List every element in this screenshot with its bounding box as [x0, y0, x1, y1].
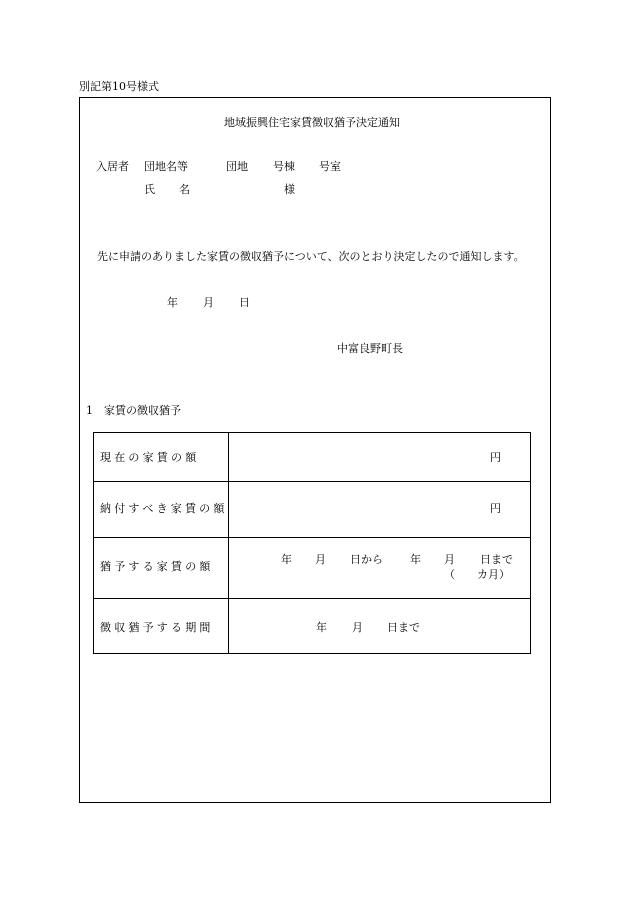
complex-label: 団地名等 — [144, 160, 188, 173]
section-title: 1 家賃の徴収猶予 — [86, 404, 181, 417]
table-row-divider — [94, 481, 530, 482]
date-month: 月 — [203, 296, 214, 309]
complex-suffix: 団地 — [226, 160, 248, 173]
date-day: 日 — [239, 296, 250, 309]
date-year: 年 — [167, 296, 178, 309]
table-column-divider — [228, 433, 229, 653]
from-year: 年 — [281, 553, 292, 566]
table-row-divider — [94, 598, 530, 599]
deferral-table — [93, 432, 531, 654]
period-month: 月 — [352, 621, 363, 634]
row-label-deferral-period: 徴収猶予する期間 — [100, 621, 214, 634]
name-label-first: 氏 — [144, 183, 155, 196]
to-day: 日まで — [480, 553, 513, 566]
room-suffix: 号室 — [319, 160, 341, 173]
body-text: 先に申請のありました家賃の徴収猶予について、次のとおり決定したので通知します。 — [97, 250, 525, 263]
period-day: 日まで — [387, 621, 420, 634]
months-open-paren: （ — [444, 568, 455, 581]
issuer-name: 中富良野町長 — [337, 342, 403, 355]
to-year: 年 — [410, 553, 421, 566]
from-month: 月 — [315, 553, 326, 566]
to-month: 月 — [444, 553, 455, 566]
row-label-deferred-rent: 猶予する家賃の額 — [100, 560, 214, 573]
from-day: 日から — [350, 553, 383, 566]
document-title: 地域振興住宅家賃徴収猶予決定通知 — [224, 116, 400, 129]
period-year: 年 — [316, 621, 327, 634]
building-suffix: 号棟 — [273, 160, 295, 173]
resident-label: 入居者 — [96, 160, 129, 173]
honorific: 様 — [284, 183, 295, 196]
name-label-second: 名 — [179, 183, 190, 196]
row-label-current-rent: 現在の家賃の額 — [100, 451, 200, 464]
months-label: カ月） — [477, 568, 510, 581]
row-label-payable-rent: 納付すべき家賃の額 — [100, 502, 228, 515]
table-row-divider — [94, 537, 530, 538]
form-number: 別記第10号様式 — [79, 80, 159, 93]
row-value-current-rent: 円 — [490, 451, 501, 464]
row-value-payable-rent: 円 — [490, 502, 501, 515]
